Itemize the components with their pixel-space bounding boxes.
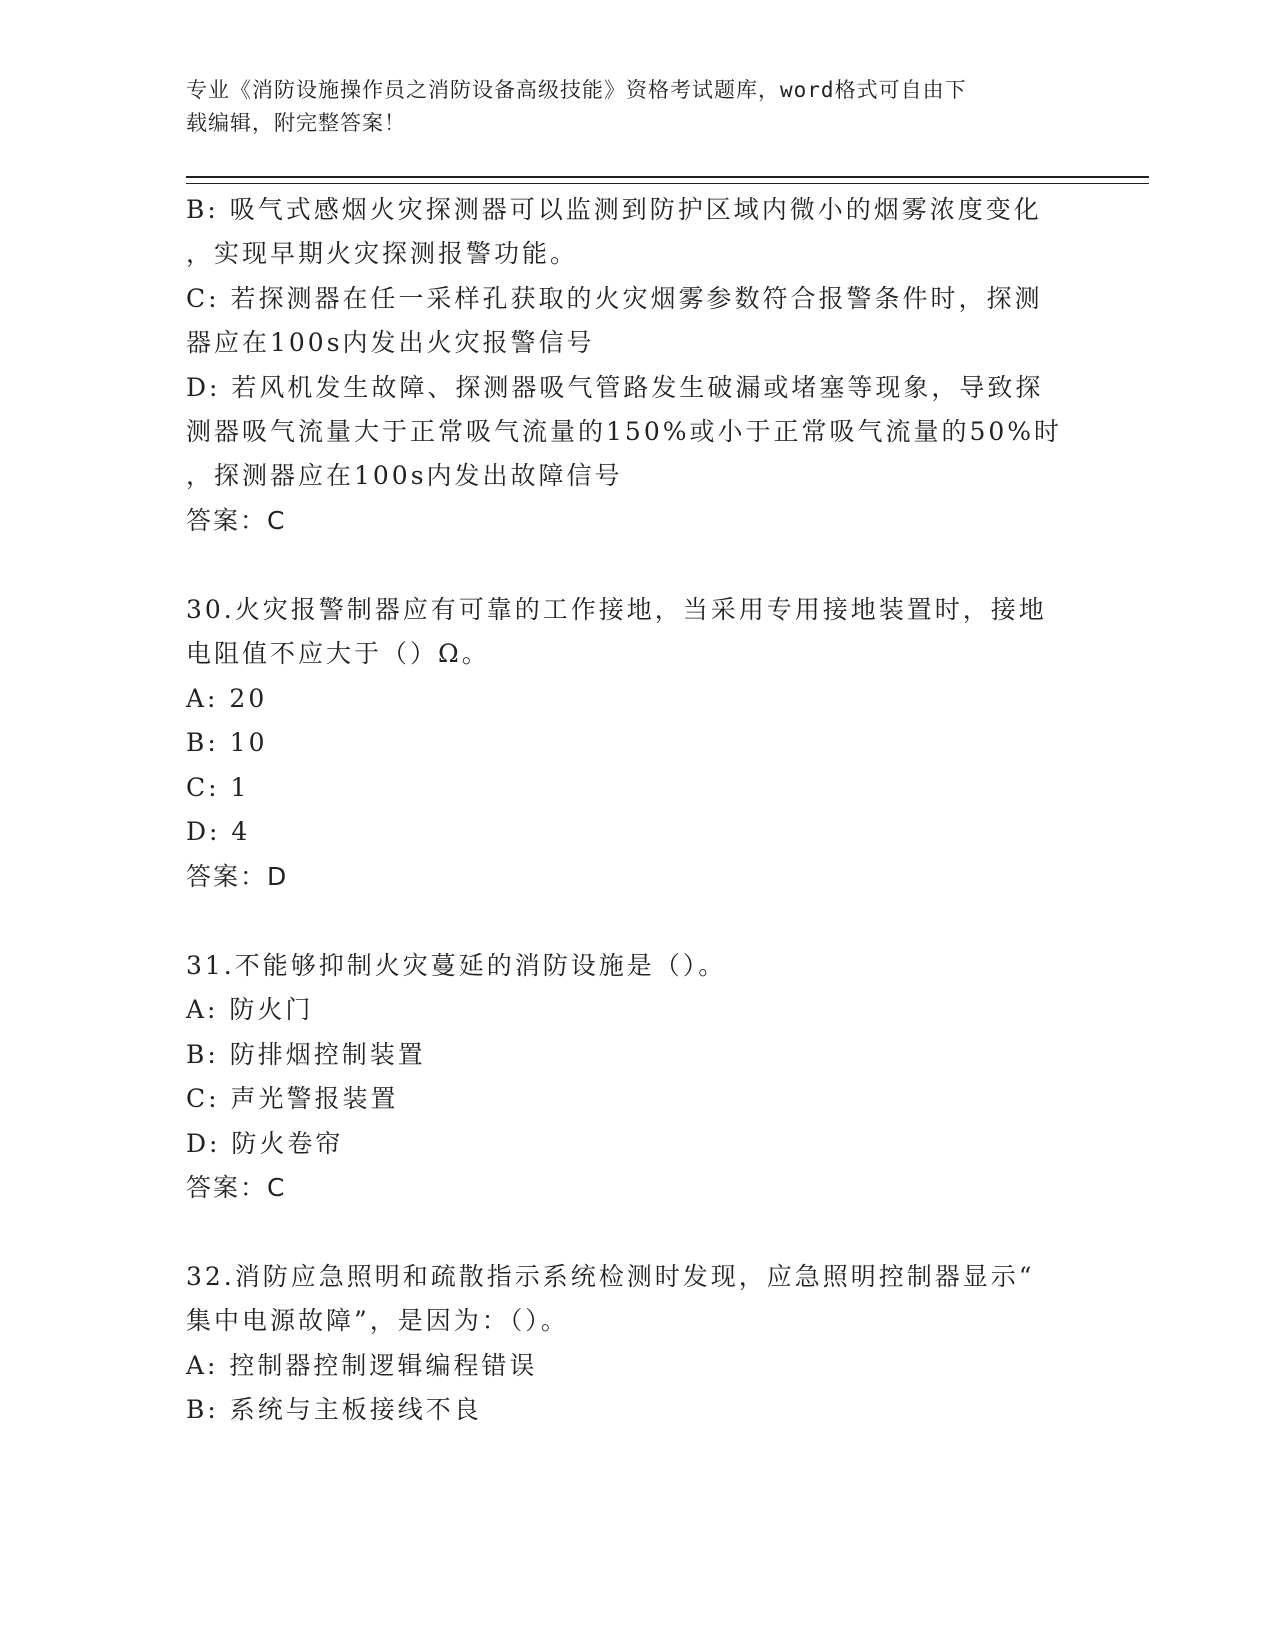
option-c: C: 1 — [186, 773, 250, 802]
question-stem: 集中电源故障”，是因为：（）。 — [186, 1306, 569, 1335]
answer-line: 答案：D — [186, 862, 289, 891]
document-header — [186, 74, 1066, 140]
question-stem: 31.不能够抑制火灾蔓延的消防设施是（）。 — [186, 951, 727, 980]
header-line-1: 专业《消防设施操作员之消防设备高级技能》资格考试题库，word格式可自由下 — [186, 78, 967, 102]
question-stem: 30.火灾报警制器应有可靠的工作接地，当采用专用接地装置时，接地 — [186, 595, 1047, 624]
option-line: D: 若风机发生故障、探测器吸气管路发生破漏或堵塞等现象，导致探 — [186, 373, 1044, 402]
answer-line: 答案：C — [186, 1173, 287, 1202]
option-b: B: 防排烟控制装置 — [186, 1040, 426, 1069]
option-a: A: 控制器控制逻辑编程错误 — [186, 1351, 538, 1380]
header-divider-thin — [186, 183, 1149, 184]
header-divider-thick — [186, 176, 1149, 178]
option-b: B: 系统与主板接线不良 — [186, 1395, 482, 1424]
option-c: C: 声光警报装置 — [186, 1084, 399, 1113]
question-stem: 电阻值不应大于（）Ω。 — [186, 639, 490, 668]
answer-line: 答案：C — [186, 506, 287, 535]
option-a: A: 防火门 — [186, 995, 314, 1024]
option-d: D: 防火卷帘 — [186, 1129, 344, 1158]
option-line: 器应在100s内发出火灾报警信号 — [186, 328, 595, 357]
option-line: 测器吸气流量大于正常吸气流量的150%或小于正常吸气流量的50%时 — [186, 417, 1063, 446]
option-line: ，探测器应在100s内发出故障信号 — [186, 461, 623, 490]
header-line-2: 载编辑，附完整答案！ — [186, 111, 406, 135]
option-d: D: 4 — [186, 817, 251, 846]
option-line: C: 若探测器在任一采样孔获取的火灾烟雾参数符合报警条件时，探测 — [186, 284, 1043, 313]
option-a: A: 20 — [186, 684, 268, 713]
option-line: ，实现早期火灾探测报警功能。 — [186, 239, 579, 268]
option-line: B: 吸气式感烟火灾探测器可以监测到防护区域内微小的烟雾浓度变化 — [186, 195, 1042, 224]
option-b: B: 10 — [186, 728, 268, 757]
question-stem: 32.消防应急照明和疏散指示系统检测时发现，应急照明控制器显示“ — [186, 1262, 1035, 1291]
